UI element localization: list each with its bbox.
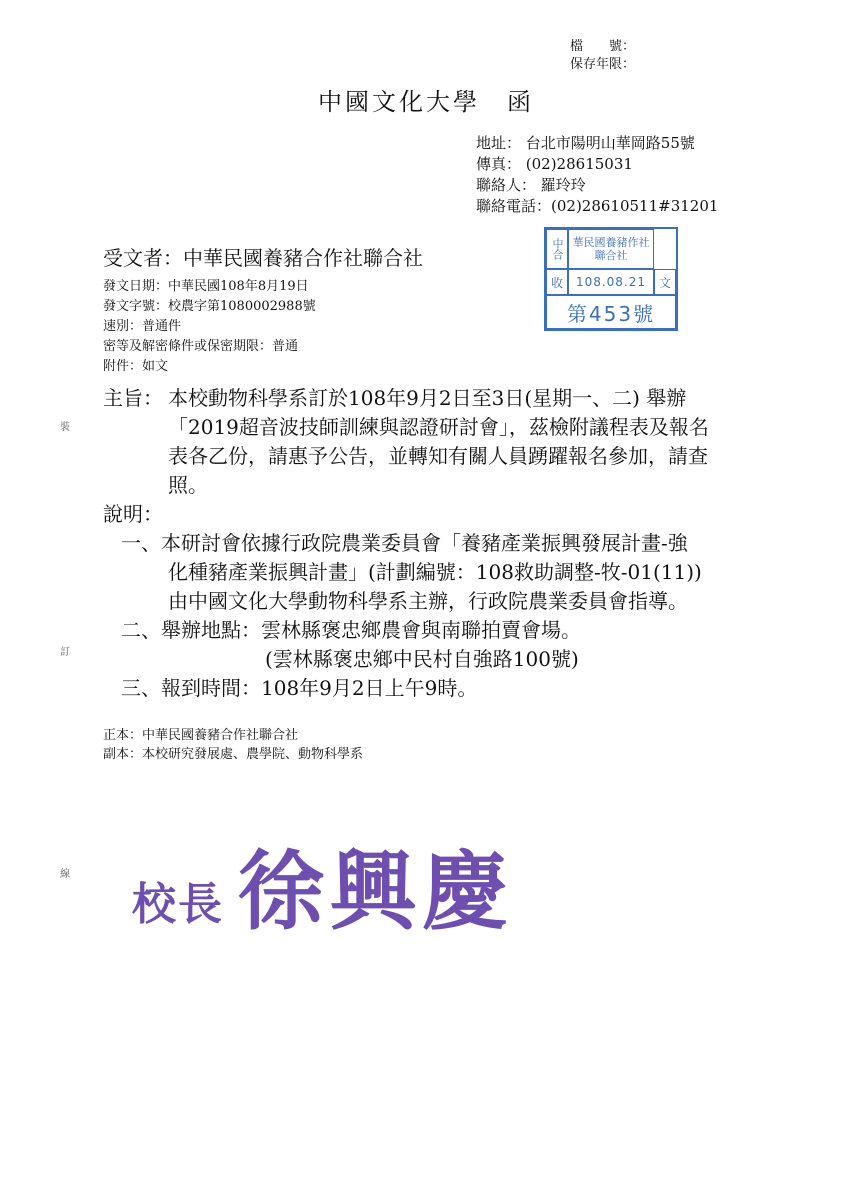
binding-mark-1: 裝 (60, 422, 70, 433)
explanation-item-2: 二、舉辦地點：雲林縣褒忠鄉農會與南聯拍賣會場。 (121, 618, 581, 642)
sender-address: 地址： 台北市陽明山華岡路55號 (476, 134, 695, 152)
stamp-top-left: 中合 (546, 229, 568, 269)
issue-date: 發文日期：中華民國108年8月19日 (103, 279, 309, 294)
reference-number: 發文字號：校農字第1080002988號 (103, 299, 316, 314)
subject-line-1: 本校動物科學系訂於108年9月2日至3日(星期一、二) 舉辦 (168, 386, 687, 410)
binding-mark-3: 線 (60, 869, 70, 880)
sender-contact: 聯絡人： 羅玲玲 (476, 176, 586, 194)
subject-line-4: 照。 (168, 473, 208, 497)
binding-mark-2: 訂 (60, 647, 70, 658)
stamp-date: 108.08.21 (568, 269, 654, 295)
sender-fax: 傳真： (02)28615031 (476, 155, 633, 173)
sender-phone: 聯絡電話：(02)28610511#31201 (476, 197, 719, 215)
subject-line-3: 表各乙份，請惠予公告，並轉知有關人員踴躍報名參加，請查 (168, 444, 708, 468)
copy-recipients: 副本：本校研究發展處、農學院、動物科學系 (103, 747, 364, 762)
stamp-number: 第453號 (546, 295, 676, 329)
explanation-item-3: 三、報到時間：108年9月2日上午9時。 (121, 676, 478, 700)
security-level: 密等及解密條件或保密期限：普通 (103, 339, 299, 354)
received-stamp (544, 227, 678, 331)
subject-label: 主旨： (103, 386, 163, 410)
explanation-item-1: 一、本研討會依據行政院農業委員會「養豬產業振興發展計畫-強 (121, 531, 688, 555)
file-number-label: 檔 號： (570, 39, 636, 54)
explanation-item-1-cont: 化種豬產業振興計畫」(計劃編號：108救助調整-牧-01(11)) (168, 560, 702, 584)
attachment: 附件：如文 (103, 359, 169, 374)
delivery-speed: 速別：普通件 (103, 319, 182, 334)
stamp-left: 收 (546, 269, 568, 295)
document-title: 中國文化大學 函 (318, 88, 534, 116)
explanation-item-1-cont2: 由中國文化大學動物科學系主辦，行政院農業委員會指導。 (168, 589, 688, 613)
retention-label: 保存年限： (570, 57, 636, 72)
original-recipient: 正本：中華民國養豬合作社聯合社 (103, 728, 299, 743)
stamp-top-middle: 華民國養豬作社聯合社 (568, 229, 654, 269)
subject-line-2: 「2019超音波技師訓練與認證研討會」，茲檢附議程表及報名 (168, 415, 709, 439)
explanation-item-2-address: (雲林縣褒忠鄉中民村自強路100號) (265, 647, 579, 671)
signature-name: 徐興慶 (238, 841, 514, 942)
recipient: 受文者：中華民國養豬合作社聯合社 (103, 246, 423, 270)
stamp-right: 文 (654, 269, 676, 295)
explanation-label: 說明： (103, 502, 163, 526)
signature-title: 校長 (132, 879, 224, 930)
